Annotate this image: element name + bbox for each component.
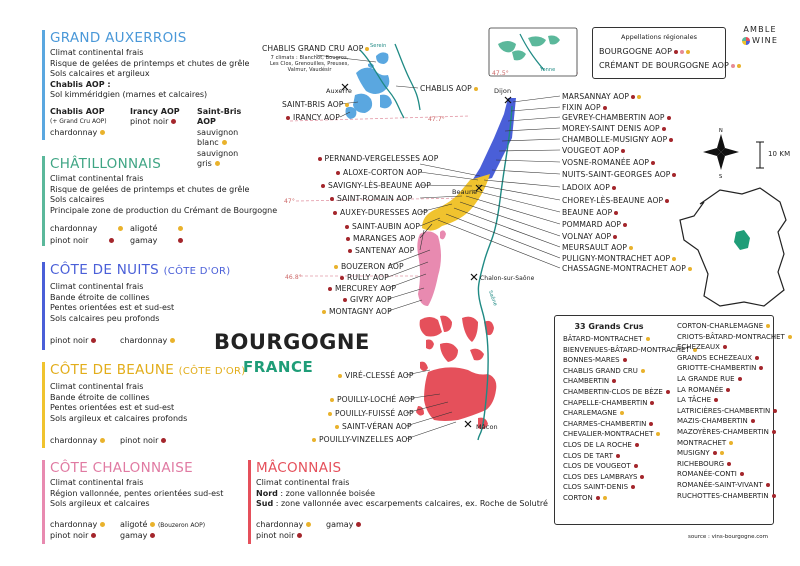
grape: chardonnay bbox=[50, 224, 98, 233]
irancy-label: IRANCY AOP bbox=[286, 113, 340, 122]
latitude-label: 46.8° bbox=[285, 274, 302, 281]
text-line: Climat continental frais bbox=[256, 478, 350, 487]
source-note: source : vins-bourgogne.com bbox=[688, 534, 768, 540]
text-line: Climat continental frais bbox=[50, 382, 144, 391]
text-line: Sols calcaires et argileux bbox=[50, 69, 150, 78]
label-pouilly-fuisse: POUILLY-FUISSÉ AOP bbox=[328, 409, 414, 418]
grape: chardonnay bbox=[50, 127, 98, 137]
grape: sauvignon blanc bbox=[197, 127, 239, 147]
section-title: GRAND AUXERROIS bbox=[50, 30, 187, 46]
region-cote-de-beaune bbox=[422, 174, 490, 231]
chablis-grand-cru-label: CHABLIS GRAND CRU AOP bbox=[262, 44, 369, 53]
text-line: Sol kimméridgien (marnes et calcaires) bbox=[50, 90, 208, 99]
map-title: BOURGOGNE bbox=[214, 330, 370, 354]
label-mercurey: MERCUREY AOP bbox=[328, 284, 396, 293]
grand-cru-item: CLOS SAINT-DENIS bbox=[563, 482, 697, 493]
grand-cru-item: CORTON-CHARLEMAGNE bbox=[677, 321, 792, 332]
latitude-label: 47.7° bbox=[428, 116, 445, 123]
amble-wine-logo: AMBLE WINE bbox=[743, 25, 779, 45]
grape: chardonnay bbox=[50, 519, 98, 529]
grand-cru-item: CLOS DE TART bbox=[563, 451, 697, 462]
grand-cru-item: CHAMBERTIN bbox=[563, 376, 697, 387]
grand-cru-item: MAZOYÈRES-CHAMBERTIN bbox=[677, 427, 792, 438]
grands-crus-box bbox=[554, 315, 785, 525]
label-auxey: AUXEY-DURESSES AOP bbox=[333, 208, 428, 217]
section-title: CHÂTILLONNAIS bbox=[50, 156, 162, 172]
grape: chardonnay bbox=[120, 336, 168, 345]
grand-cru-item: LATRICIÈRES-CHAMBERTIN bbox=[677, 406, 792, 417]
grand-cru-item: ROMANÉE-SAINT-VIVANT bbox=[677, 480, 792, 491]
label-montagny: MONTAGNY AOP bbox=[322, 307, 392, 316]
subhead: Chablis AOP bbox=[50, 106, 105, 116]
grand-cru-item: MAZIS-CHAMBERTIN bbox=[677, 416, 792, 427]
text-line: Pentes orientées est et sud-est bbox=[50, 403, 175, 412]
label-marsannay: MARSANNAY AOP bbox=[562, 92, 641, 101]
text-line: Sols calcaires peu profonds bbox=[50, 313, 160, 323]
grand-cru-item: GRANDS ECHEZEAUX bbox=[677, 353, 792, 364]
label-saint-aubin: SAINT-AUBIN AOP bbox=[345, 222, 420, 231]
label-ladoix: LADOIX AOP bbox=[562, 183, 616, 192]
text-line: Pentes orientées est et sud-est bbox=[50, 303, 175, 312]
grands-crus-col2 bbox=[677, 321, 792, 501]
text-line: Région vallonnée, pentes orientées sud-est bbox=[50, 488, 224, 498]
label-rully: RULLY AOP bbox=[340, 273, 389, 282]
label-vire-clesse: VIRÉ-CLESSÉ AOP bbox=[338, 371, 414, 380]
section-title: CÔTE CHALONNAISE bbox=[50, 460, 193, 476]
grand-cru-item: CLOS DE LA ROCHE bbox=[563, 440, 697, 451]
text-line: : zone vallonnée avec escarpements calcaires, ex. Roche de Solutré bbox=[273, 499, 548, 508]
text-line: Principale zone de production du Crémant de Bourgogne bbox=[50, 205, 278, 215]
grape: sauvignon gris bbox=[197, 148, 239, 168]
grand-cru-item: ECHEZEAUX bbox=[677, 342, 792, 353]
text-line: Climat continental frais bbox=[50, 174, 144, 183]
france-outline bbox=[680, 188, 786, 306]
subhead: Saint-Bris AOP bbox=[197, 106, 242, 126]
label-nuits: NUITS-SAINT-GEORGES AOP bbox=[562, 170, 676, 179]
town-label: Mâcon bbox=[476, 423, 498, 431]
text-line: Risque de gelées de printemps et chutes de grêle bbox=[50, 184, 250, 194]
label-meursault: MEURSAULT AOP bbox=[562, 243, 633, 252]
label-pommard: POMMARD AOP bbox=[562, 220, 627, 229]
text-line: Climat continental frais bbox=[50, 478, 144, 487]
label-saint-veran: SAINT-VÉRAN AOP bbox=[335, 422, 412, 431]
grand-cru-item: CHARLEMAGNE bbox=[563, 408, 697, 419]
river-label: Saône bbox=[486, 289, 499, 307]
grand-cru-item: CHEVALIER-MONTRACHET bbox=[563, 429, 697, 440]
grand-cru-item: BONNES-MARES bbox=[563, 355, 697, 366]
region-cote-chalonnaise bbox=[417, 231, 441, 306]
grape: pinot noir bbox=[120, 436, 159, 445]
text-line: Sols argileux et calcaires bbox=[50, 499, 150, 508]
grand-cru-item: CHAMBERTIN-CLOS DE BÈZE bbox=[563, 387, 697, 398]
chablis-grand-cru-note: 7 climats : Blanchot, Bougros, Les Clos, Grenouilles, Preuses, Valmur, Vaudésir bbox=[270, 55, 350, 74]
grape: pinot noir bbox=[50, 236, 89, 245]
river-label: Serein bbox=[370, 43, 387, 49]
label-pouilly-loche: POUILLY-LOCHÉ AOP bbox=[330, 395, 415, 404]
grand-cru-item: CHABLIS GRAND CRU bbox=[563, 366, 697, 377]
text-line: : zone vallonnée boisée bbox=[277, 488, 375, 498]
grand-cru-item: CORTON bbox=[563, 493, 697, 504]
text-line: Risque de gelées de printemps et chutes de grêle bbox=[50, 58, 250, 68]
section-subtitle: (CÔTE D'OR) bbox=[178, 366, 246, 377]
grand-cru-item: ROMANÉE-CONTI bbox=[677, 469, 792, 480]
subhead: Irancy AOP bbox=[130, 106, 180, 116]
grand-cru-item: CHAPELLE-CHAMBERTIN bbox=[563, 398, 697, 409]
text-line: Bande étroite de collines bbox=[50, 292, 150, 302]
text-key: Nord bbox=[256, 488, 278, 498]
text-line: Climat continental frais bbox=[50, 48, 144, 57]
label-savigny: SAVIGNY-LÈS-BEAUNE AOP bbox=[321, 181, 431, 190]
label-pouilly-vinzelles: POUILLY-VINZELLES AOP bbox=[312, 435, 412, 444]
text-line: Sols argileux et calcaires profonds bbox=[50, 413, 188, 423]
grape: pinot noir bbox=[130, 117, 169, 126]
section-subtitle: (CÔTE D'OR) bbox=[163, 266, 231, 277]
compass-icon bbox=[703, 128, 739, 180]
scale-label: 10 KM bbox=[768, 150, 791, 158]
grape: gamay bbox=[120, 530, 148, 540]
label-gevrey: GEVREY-CHAMBERTIN AOP bbox=[562, 113, 671, 122]
grand-cru-item: BÂTARD-MONTRACHET bbox=[563, 334, 697, 345]
grand-cru-item: CLOS DE VOUGEOT bbox=[563, 461, 697, 472]
subhead-note: (+ Grand Cru AOP) bbox=[50, 118, 107, 125]
grand-cru-item: CLOS DES LAMBRAYS bbox=[563, 472, 697, 483]
grand-cru-item: LA ROMANÉE bbox=[677, 385, 792, 396]
grape: chardonnay bbox=[50, 436, 98, 445]
grand-cru-item: LA GRANDE RUE bbox=[677, 374, 792, 385]
regional-title: Appellations régionales bbox=[621, 33, 697, 41]
grand-cru-item: CHARMES-CHAMBERTIN bbox=[563, 419, 697, 430]
label-maranges: MARANGES AOP bbox=[346, 234, 415, 243]
label-saint-romain: SAINT-ROMAIN AOP bbox=[330, 194, 412, 203]
town-label: Beaune bbox=[452, 188, 478, 196]
text-line: Bande étroite de collines bbox=[50, 392, 150, 402]
text-line: Sols calcaires bbox=[50, 195, 105, 204]
saint-bris-label: SAINT-BRIS AOP bbox=[282, 100, 349, 109]
text-line: Climat continental frais bbox=[50, 282, 144, 291]
grape-note: (Bouzeron AOP) bbox=[157, 521, 206, 529]
label-givry: GIVRY AOP bbox=[343, 295, 392, 304]
text-line: Chablis AOP : bbox=[50, 79, 111, 89]
label-beaune: BEAUNE AOP bbox=[562, 208, 618, 217]
grand-cru-item: LA TÂCHE bbox=[677, 395, 792, 406]
grand-cru-item: RUCHOTTES-CHAMBERTIN bbox=[677, 491, 792, 502]
left-labels bbox=[316, 154, 439, 166]
latitude-label: 47.5° bbox=[492, 70, 509, 77]
regional-appellations-box bbox=[592, 27, 729, 79]
latitude-label: 47° bbox=[284, 198, 295, 205]
label-volnay: VOLNAY AOP bbox=[562, 232, 617, 241]
grand-cru-item: GRIOTTE-CHAMBERTIN bbox=[677, 363, 792, 374]
grape: aligoté bbox=[120, 519, 148, 529]
grape: pinot noir bbox=[50, 530, 89, 540]
section-title: CÔTE DE BEAUNE bbox=[50, 362, 175, 378]
svg-text:N: N bbox=[719, 128, 723, 134]
grape: pinot noir bbox=[256, 530, 295, 540]
grape: gamay bbox=[130, 236, 158, 245]
grape: pinot noir bbox=[50, 336, 89, 345]
label-bouzeron: BOUZERON AOP bbox=[334, 262, 404, 271]
grape: gamay bbox=[326, 519, 354, 529]
grand-cru-item: CRIOTS-BÂTARD-MONTRACHET bbox=[677, 332, 792, 343]
label-vosne: VOSNE-ROMANÉE AOP bbox=[562, 158, 655, 167]
chablis-label: CHABLIS AOP bbox=[420, 84, 478, 93]
regional-item: BOURGOGNE AOP bbox=[599, 47, 690, 56]
grape: chardonnay bbox=[256, 519, 304, 529]
label-vougeot: VOUGEOT AOP bbox=[562, 146, 625, 155]
label-aloxe: ALOXE-CORTON AOP bbox=[336, 168, 422, 177]
map-subtitle: FRANCE bbox=[243, 358, 314, 376]
label-morey: MOREY-SAINT DENIS AOP bbox=[562, 124, 666, 133]
section-title: MÂCONNAIS bbox=[256, 460, 342, 476]
town-label: Chalon-sur-Saône bbox=[480, 275, 535, 282]
label-pernand: PERNAND-VERGELESSES AOP bbox=[316, 154, 420, 163]
town-label: Dijon bbox=[494, 87, 512, 95]
river-label: Yonne bbox=[540, 67, 556, 73]
svg-text:S: S bbox=[719, 174, 723, 180]
label-chassagne: CHASSAGNE-MONTRACHET AOP bbox=[562, 264, 692, 273]
label-puligny: PULIGNY-MONTRACHET AOP bbox=[562, 254, 676, 263]
section-title: CÔTE DE NUITS bbox=[50, 262, 160, 278]
label-santenay: SANTENAY AOP bbox=[348, 246, 414, 255]
grand-cru-item: MUSIGNY bbox=[677, 448, 792, 459]
regional-item: CRÉMANT DE BOURGOGNE AOP bbox=[599, 61, 741, 70]
grand-cru-item: BIENVENUES-BÂTARD-MONTRACHET bbox=[563, 345, 697, 356]
town-label: Auxerre bbox=[326, 87, 352, 95]
label-fixin: FIXIN AOP bbox=[562, 103, 607, 112]
label-chorey: CHOREY-LÈS-BEAUNE AOP bbox=[562, 196, 669, 205]
text-key: Sud bbox=[256, 499, 274, 508]
grape: aligoté bbox=[130, 224, 158, 233]
grands-crus-title: 33 Grands Crus bbox=[574, 322, 644, 331]
grand-cru-item: MONTRACHET bbox=[677, 438, 792, 449]
grand-cru-item: RICHEBOURG bbox=[677, 459, 792, 470]
label-chambolle: CHAMBOLLE-MUSIGNY AOP bbox=[562, 135, 673, 144]
